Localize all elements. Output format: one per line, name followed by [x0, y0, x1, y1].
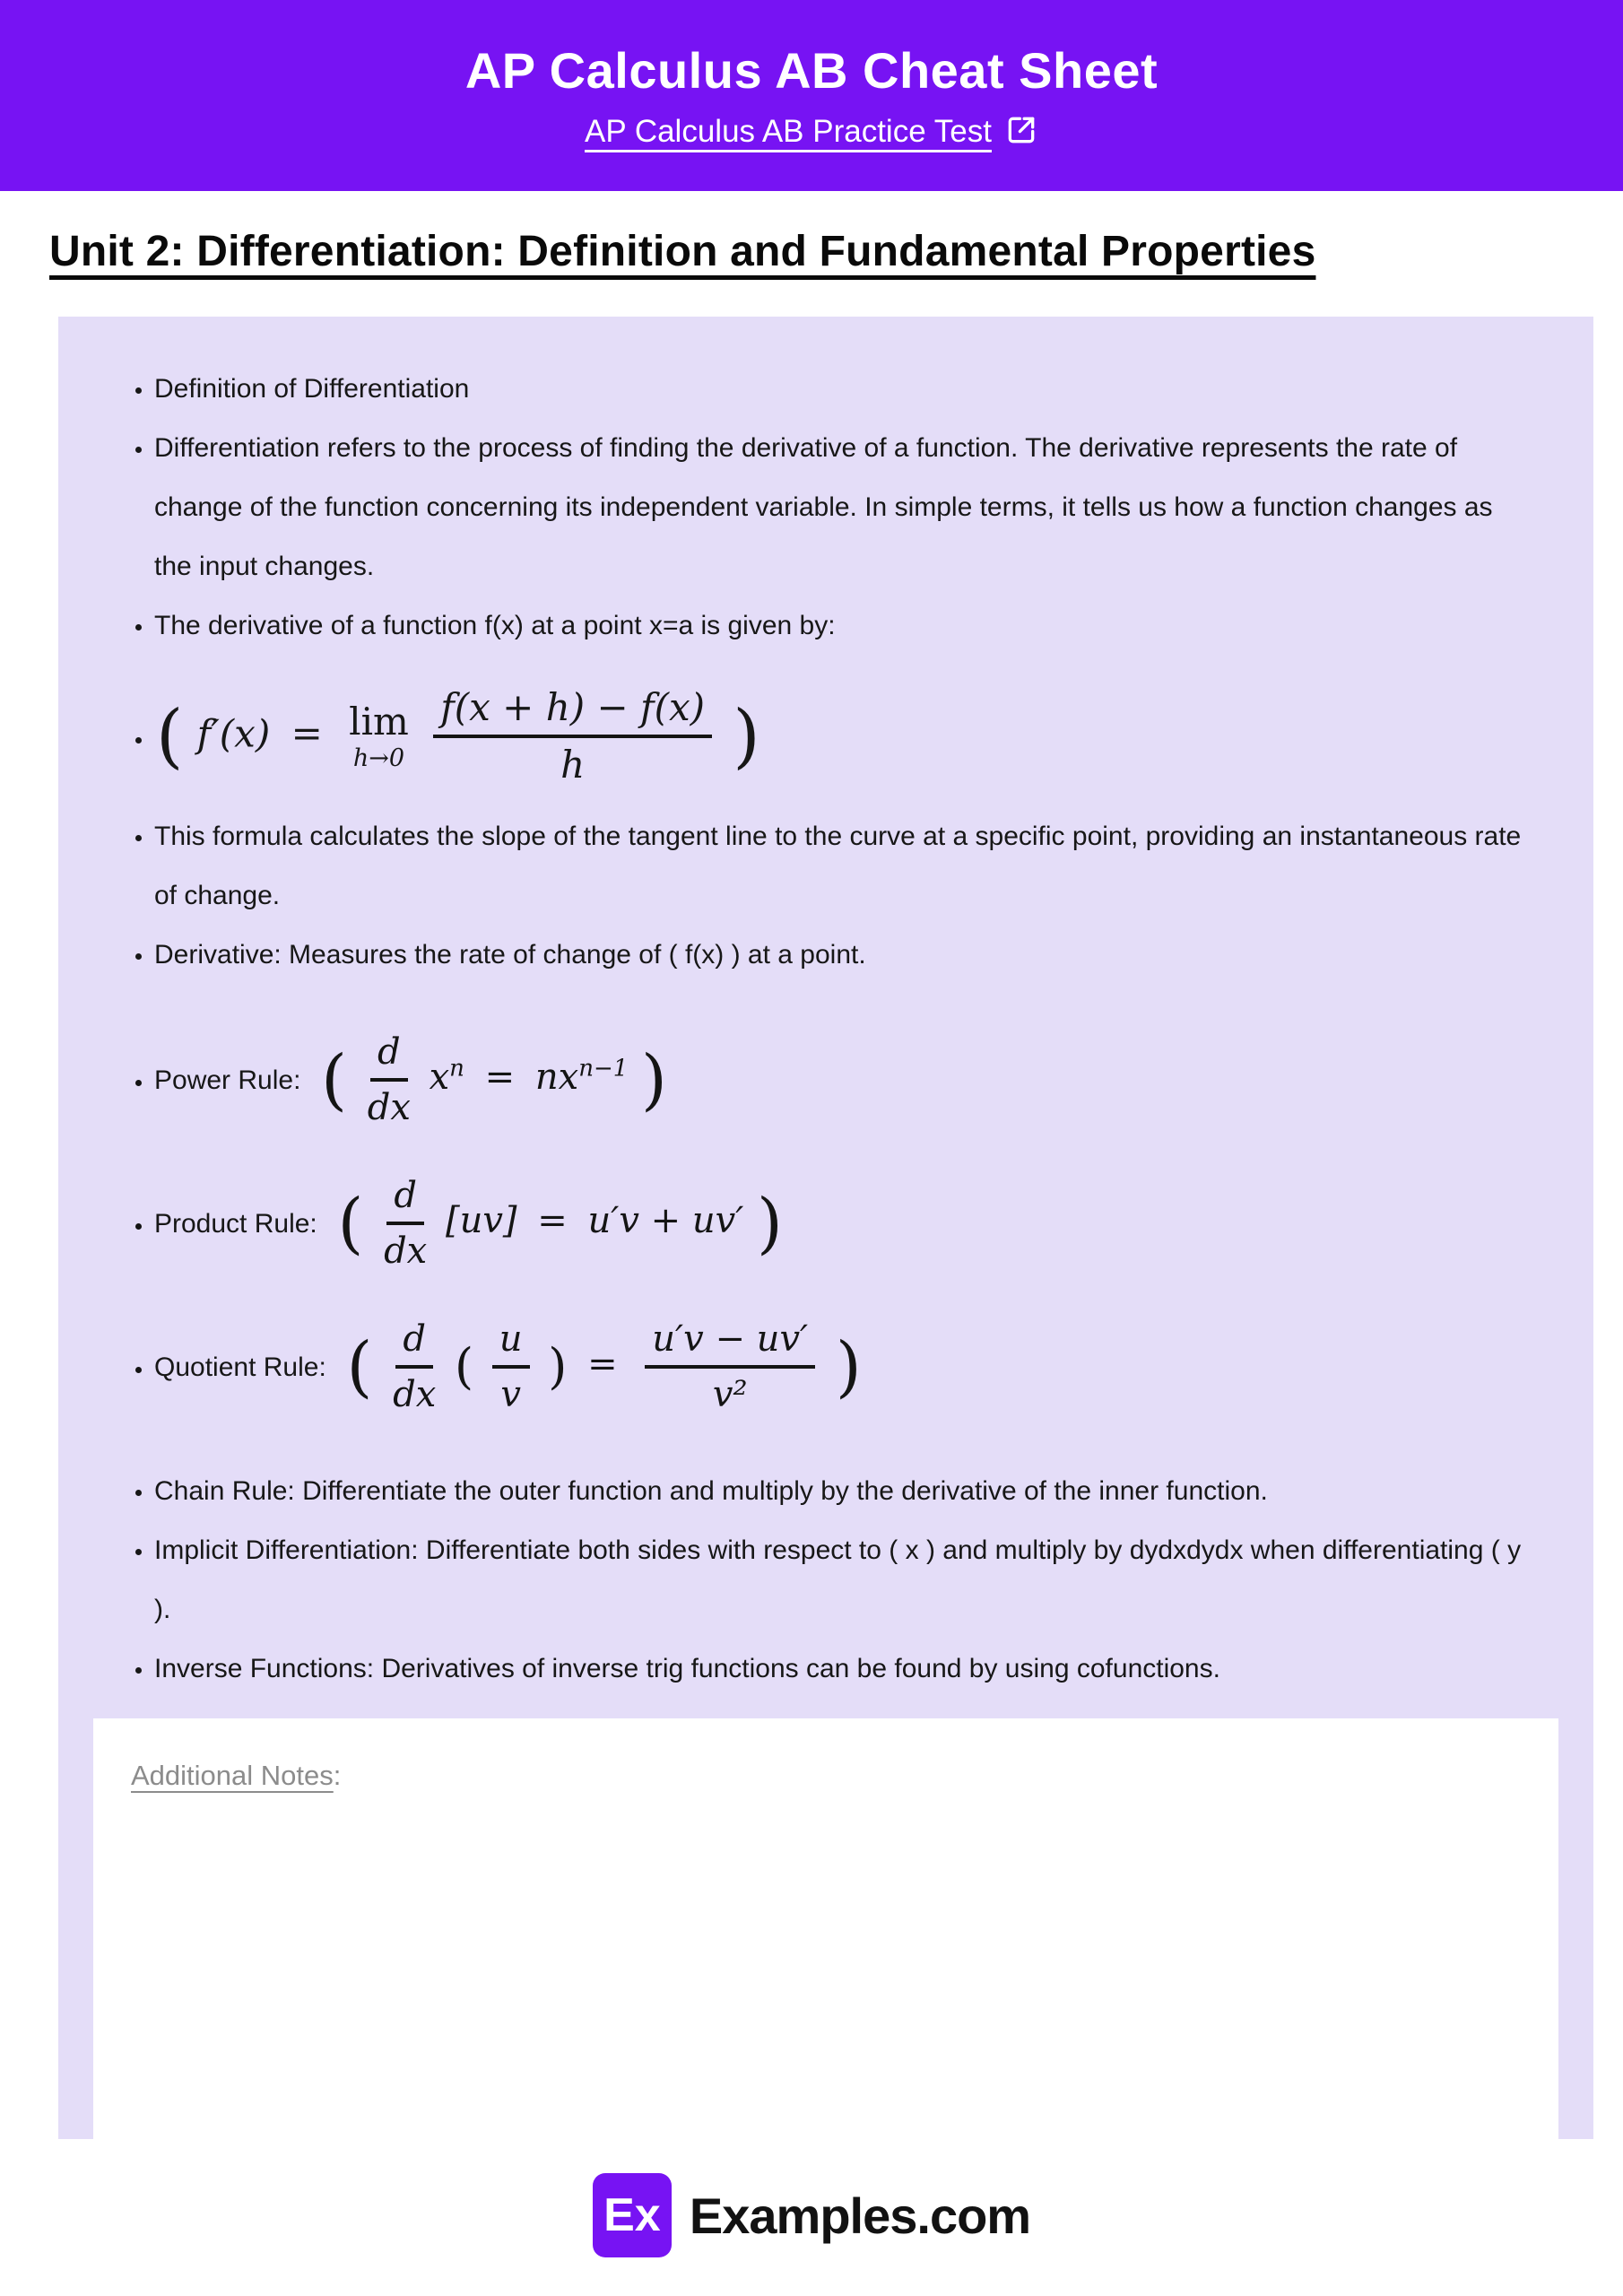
- quotient-equals: =: [587, 1343, 618, 1385]
- footer: [0, 2173, 1623, 2257]
- examples-logo[interactable]: [593, 2173, 672, 2257]
- quotient-ddx-num: d: [395, 1318, 433, 1369]
- bullet-tangent-slope: • This formula calculates the slope of the tangent line to the curve at a specific point, providing an instantaneous rate of change.: [154, 807, 1531, 926]
- power-ddx-fraction: [368, 1031, 411, 1128]
- product-ddx-den: dx: [384, 1230, 428, 1272]
- bullet-derivative-intro: • The derivative of a function f(x) at a point x=a is given by:: [154, 596, 1531, 656]
- bullet-chain-rule: • Chain Rule: Differentiate the outer function and multiply by the derivative of the inner function.: [154, 1462, 1531, 1521]
- bullet-definition-text: • Differentiation refers to the process of finding the derivative of a function. The derivative represents the rate of change of the function concerning its independent variable. In simple terms, it tells us how a function changes as the input changes.: [154, 419, 1531, 596]
- limit-subscript: h→0: [352, 744, 405, 772]
- quotient-rhs-num: u′v − uv′: [645, 1318, 815, 1369]
- power-rule-formula: • Power Rule: ( $\frac{d}{dx}$ $x^n = nx^{n-1}$ ): [154, 1031, 1531, 1128]
- quotient-ddx-den: dx: [393, 1373, 437, 1415]
- external-link-icon: [1004, 113, 1038, 147]
- power-rhs-base: nx: [534, 1056, 579, 1098]
- fraction-denominator: h: [560, 743, 586, 787]
- bullet-implicit-differentiation: • Implicit Differentiation: Differentiate both sides with respect to ( x ) and multiply by dydxdydx when differentiating ( y ).: [154, 1521, 1531, 1639]
- power-exponent: n: [449, 1055, 464, 1083]
- content-box: [58, 317, 1593, 2139]
- footer-brand-name: Examples.com: [689, 2187, 1031, 2244]
- page-title: AP Calculus AB Cheat Sheet: [464, 42, 1159, 99]
- product-ddx-fraction: [384, 1175, 427, 1272]
- additional-notes-label: [131, 1760, 1521, 1792]
- formula-lhs: f′(x): [196, 711, 271, 756]
- power-equals: =: [484, 1056, 516, 1098]
- power-rhs-exponent: n−1: [578, 1055, 629, 1083]
- additional-notes-box[interactable]: [93, 1718, 1558, 2207]
- product-ddx-num: d: [386, 1175, 424, 1225]
- quotient-uv-fraction: [492, 1318, 530, 1415]
- product-equals: =: [537, 1199, 568, 1241]
- product-rhs: u′v + uv′: [587, 1199, 744, 1241]
- quotient-uv-num: u: [492, 1318, 530, 1369]
- header-banner: [0, 0, 1623, 191]
- formula-equals: =: [291, 711, 323, 756]
- practice-test-link[interactable]: [585, 114, 1038, 150]
- quotient-rhs-den: v²: [712, 1373, 748, 1415]
- examples-logo-text: Ex: [603, 2189, 661, 2241]
- power-ddx-den: dx: [367, 1086, 411, 1128]
- additional-notes-label-text: Additional Notes: [131, 1759, 334, 1791]
- bullet-inverse-functions: • Inverse Functions: Derivatives of inverse trig functions can be found by using cofunctions.: [154, 1639, 1531, 1699]
- power-rule-label: Power Rule:: [154, 1065, 301, 1095]
- difference-quotient-fraction: [433, 686, 712, 787]
- power-ddx-num: d: [370, 1031, 408, 1082]
- bullet-list: [117, 360, 1531, 1699]
- limit-word: lim: [349, 699, 409, 744]
- quotient-rule-formula: • Quotient Rule: ( $\frac{d}{dx}$ ( $\frac{u}{v}$ ) = $\frac{u'v - uv'}{\text{v²}}$ ): [154, 1318, 1531, 1415]
- quotient-ddx-fraction: [393, 1318, 436, 1415]
- product-operand: [uv]: [445, 1199, 517, 1241]
- fraction-numerator: f(x + h) − f(x): [433, 686, 712, 738]
- additional-notes-colon: :: [333, 1759, 342, 1791]
- practice-test-link-label[interactable]: AP Calculus AB Practice Test: [585, 114, 992, 149]
- section-title: Unit 2: Differentiation: Definition and Fundamental Properties: [49, 228, 1316, 275]
- product-rule-label: Product Rule:: [154, 1208, 317, 1239]
- bullet-definition-heading: • Definition of Differentiation: [154, 360, 1531, 419]
- product-rule-formula: • Product Rule: ( $\frac{d}{dx}$ [uv] = u′v + uv′ ): [154, 1175, 1531, 1272]
- derivative-limit-formula: • ( f′(x) = lim h→0 $\frac{f(x + h) - f(x)}{h}$ ): [154, 686, 1531, 787]
- quotient-rule-label: Quotient Rule:: [154, 1352, 326, 1382]
- quotient-rhs-fraction: [645, 1318, 815, 1415]
- limit-operator: [349, 699, 409, 772]
- bullet-derivative-measures: • Derivative: Measures the rate of change of ( f(x) ) at a point.: [154, 926, 1531, 985]
- quotient-uv-den: v: [500, 1373, 521, 1415]
- power-base: x: [429, 1056, 450, 1098]
